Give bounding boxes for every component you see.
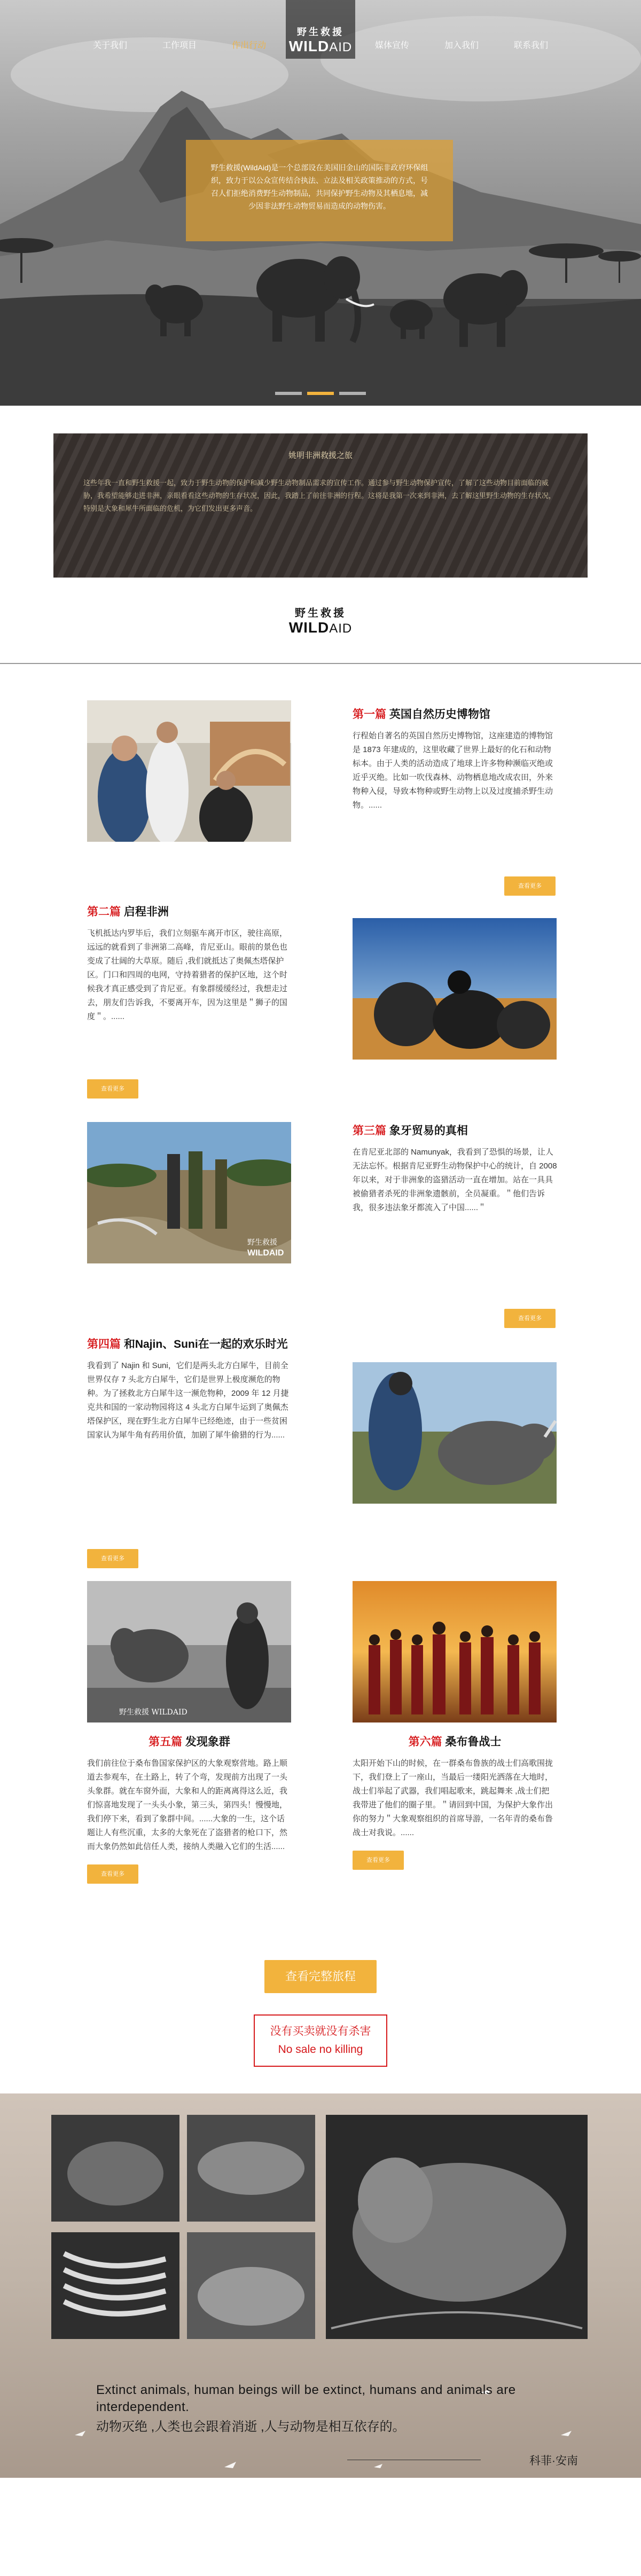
svg-text:野生救援: 野生救援 [247,1238,277,1247]
quote-chinese: 动物灭绝 ,人类也会跟着消逝 ,人与动物是相互依存的。 [96,2420,405,2434]
article-1 [0,695,641,903]
mid-logo-english: WILDAID [288,619,353,636]
intro-title: 姚明非洲救援之旅 [288,451,353,460]
article-3-text [353,1122,557,1215]
article-2-body: 飞机抵达内罗毕后，我们立刻驱车离开市区，驶往高原，远远的就看到了非洲第二高峰，肯尼亚山。眼前的景色也变成了壮阔的大草原。随后 ,我们就抵达了奥佩杰塔保护区。门口和四周的电网，守持着猎者的保护区地，这个时候我才真正感受到了肯尼亚。有象群缓缓经过，我想走过去，朋友们告诉我，不要离开车，因为这里是＂狮子的国度＂。...... [87,929,288,1021]
article-4-title: 第四篇 和Najin、Suni在一起的欢乐时光 [87,1338,288,1350]
article-4 [0,1336,641,1581]
article-2-text [87,903,292,1024]
nav-item-action[interactable]: 作出行动 [231,41,266,50]
nav-item-media[interactable]: 媒体宣传 [374,41,409,50]
article-6-title: 第六篇 桑布鲁战士 [408,1736,502,1748]
mid-logo-chinese: 野生救援 [295,606,346,619]
logo-english-text: WILDAID [288,38,353,54]
slogan-english: No sale no killing [278,2043,363,2056]
slider-dot-1[interactable] [275,392,302,395]
article-6-more-button[interactable]: 查看更多 [353,1851,404,1870]
mid-logo [0,578,641,663]
quote-author: 科菲·安南 [529,2455,578,2467]
article-3-more-button[interactable]: 查看更多 [504,1309,556,1328]
article-6-body: 太阳开始下山的时候，在一群桑布鲁族的战士们高歌围拢下，我们登上了一座山，当最后一缕阳光洒落在大地时，战士们举起了武器，我们唱起歌来，跳起舞来 ,战士们把我带进了他们的圈子里。＂请回到中国，为保护大象作出你的努力＂大象观察组织的首席导游，一名年青的桑布鲁战士对我说。...... [353,1759,553,1837]
article-5-title: 第五篇 发现象群 [148,1736,230,1748]
article-5 [87,1581,292,1884]
article-1-body: 行程始自著名的英国自然历史博物馆，这座建造的博物馆是 1873 年建成的，这里收藏了世界上最好的化石和动物标本。由于人类的活动造成了地球上许多物种濒临灭绝或近乎灭绝。比如一吹伐森林、动物栖息地改成农田，外来物种入侵，导致本物种或野生动物上以及过度捕杀野生动物。...... [353,731,553,810]
article-4-body: 我看到了 Najin 和 Suni，它们是两头北方白犀牛，目前全世界仅存 7 头北方白犀牛，它们是世界上极度濒危的物种。为了拯救北方白犀牛这一濒危物种，2009 年 12 月捷克共和国的一家动物园将这 4 头北方白犀牛运到了奥佩杰塔保护区，现在野生北方白犀牛已经绝迹，由于一些贫困国家认为犀牛角有药用价值，加剧了犀牛偷猎的行为...... [87,1361,289,1440]
main-nav [0,0,641,64]
section-divider [0,663,641,664]
article-pair [0,1581,641,1955]
hero-caption: 野生救援(WildAid)是一个总部设在美国旧金山的国际非政府环保组织，致力于以公众宣传结合执法、立法及相关政策推动的方式，号召人们拒绝消费野生动物制品，共同保护野生动物及其栖息地，减少因非法野生动物贸易而造成的动物伤害。 [186,140,453,241]
article-6 [353,1581,557,1870]
footer-collage [0,2093,641,2478]
article-4-more-button[interactable]: 查看更多 [87,1549,138,1568]
article-6-image [353,1581,557,1722]
article-1-text [353,706,557,812]
nav-item-contact[interactable]: 联系我们 [513,41,548,50]
article-5-more-button[interactable]: 查看更多 [87,1864,138,1884]
article-4-text [87,1336,292,1442]
nav-item-join[interactable]: 加入我们 [444,41,479,50]
article-5-body: 我们前往位于桑布鲁国家保护区的大象观察营地。路上顺道去参观车，在土路上，转了个弯，发现前方出现了一头头象群。就在车窗外面，大象和人的距离离得这么近，我们惊喜地发现了一头头小象，第三头，第四头！慢慢地，我们停下来，看到了象群中间。......大象的一生，这个话题让人有些沉重，太多的大象死在了盗猎者的枪口下，然而大象仍然如此信任人类，接纳人类融入它们的生活...... [87,1759,288,1851]
article-3-image [87,1122,291,1263]
article-1-image [87,700,291,842]
article-2-image [353,918,557,1060]
intro-text: 这些年我一直和野生救援一起，致力于野生动物的保护和减少野生动物制品需求的宣传工作。通过参与野生动物保护宣传，了解了这些动物目前面临的威胁，我希望能够走进非洲，亲眼看看这些动物的生存状况，因此，我踏上了前往非洲的行程。这将是我第一次来到非洲，去了解这里野生动物的生存状况，特别是大象和犀牛所面临的危机，为它们发出更多声音。 [83,479,556,512]
slider-dot-3[interactable] [339,392,366,395]
svg-text:WILDAID: WILDAID [247,1249,284,1258]
article-1-title: 第一篇 英国自然历史博物馆 [353,708,490,721]
slider-dot-2[interactable] [307,392,334,395]
slider-indicators [0,392,641,395]
article-5-image [87,1581,291,1722]
article-2 [0,903,641,1122]
nav-item-about[interactable]: 关于我们 [92,41,127,50]
slogan-box [254,2014,387,2067]
footer-quote [96,2382,556,2436]
site-logo[interactable] [286,0,355,59]
article-3-body: 在肯尼亚北部的 Namunyak，我看到了恐惧的场景，让人无法忘怀。根据肯尼亚野生动物保护中心的统计，自 2008 年以来，对于非洲象的盗猎活动一直在增加。站在一具具被偷猎者杀死的非洲象遗骸前，全员凝重。＂他们告诉我，很多违法象牙都流入了中国......＂ [353,1148,557,1212]
article-1-more-button[interactable]: 查看更多 [504,876,556,896]
hero-banner [0,0,641,406]
view-full-journey-button[interactable]: 查看完整旅程 [264,1960,377,1993]
article-3-title: 第三篇 象牙贸易的真相 [353,1125,468,1137]
svg-text:野生救援 WILDAID: 野生救援 WILDAID [119,1708,187,1717]
article-3 [0,1122,641,1336]
article-4-image [353,1362,557,1504]
quote-english: Extinct animals, human beings will be extinct, humans and animals are interdependent. [96,2383,516,2414]
article-2-more-button[interactable]: 查看更多 [87,1079,138,1099]
intro-box [53,433,588,578]
cta-section [0,1955,641,2067]
intro-section [0,406,641,578]
article-2-title: 第二篇 启程非洲 [87,906,169,918]
slogan-chinese: 没有买卖就没有杀害 [270,2025,371,2037]
logo-chinese-text: 野生救援 [297,27,344,38]
nav-item-projects[interactable]: 工作项目 [162,41,197,50]
